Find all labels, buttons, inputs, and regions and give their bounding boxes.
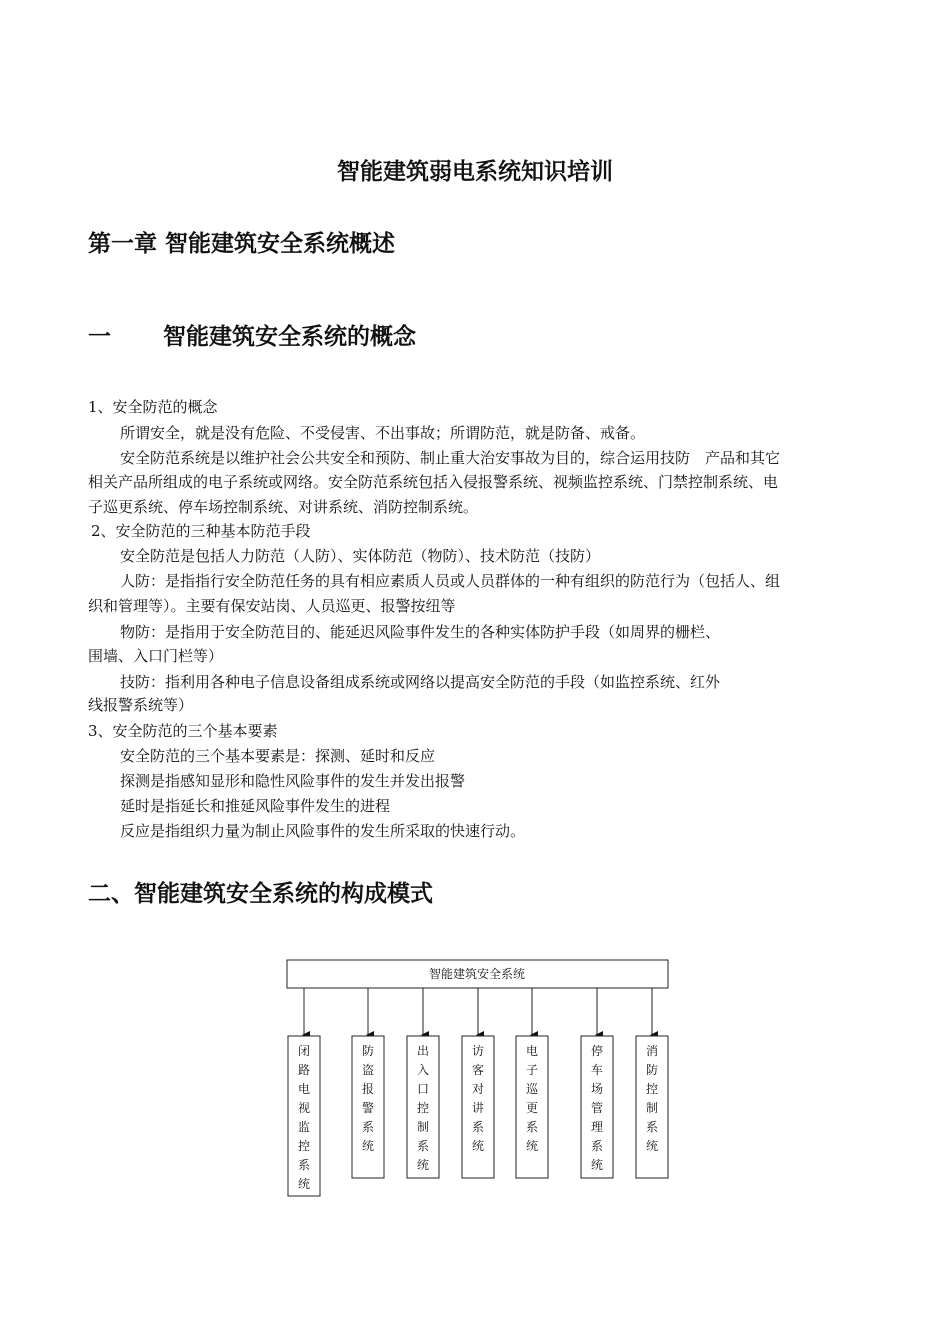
paragraph-line: 围墙、入口门栏等） bbox=[88, 647, 224, 665]
root-label: 智能建筑安全系统 bbox=[428, 967, 526, 981]
system-structure-diagram bbox=[280, 955, 680, 1205]
system-box-label: 停车场管理系统 bbox=[590, 1044, 604, 1172]
section-2-title: 二、智能建筑安全系统的构成模式 bbox=[88, 881, 433, 907]
paragraph-line: 安全防范是包括人力防范（人防）、实体防范（物防）、技术防范（技防） bbox=[120, 547, 601, 565]
subheading-1: 1、安全防范的概念 bbox=[88, 398, 218, 416]
document-title: 智能建筑弱电系统知识培训 bbox=[337, 159, 613, 185]
section-1-title: 智能建筑安全系统的概念 bbox=[163, 324, 416, 350]
system-box-label: 访客对讲系统 bbox=[471, 1044, 485, 1153]
system-box bbox=[288, 1036, 320, 1196]
paragraph-line: 物防：是指用于安全防范目的、能延迟风险事件发生的各种实体防护手段（如周界的栅栏、 bbox=[120, 623, 721, 641]
paragraph-line: 反应是指组织力量为制止风险事件的发生所采取的快速行动。 bbox=[120, 822, 526, 840]
paragraph-line: 线报警系统等） bbox=[88, 696, 194, 714]
system-box-label: 防盗报警系统 bbox=[361, 1044, 375, 1153]
paragraph-line: 所谓安全，就是没有危险、不受侵害、不出事故；所谓防范，就是防备、戒备。 bbox=[120, 424, 646, 442]
section-1-number: 一 bbox=[88, 324, 111, 350]
paragraph-line: 安全防范的三个基本要素是：探测、延时和反应 bbox=[120, 747, 436, 765]
paragraph-line: 子巡更系统、停车场控制系统、对讲系统、消防控制系统。 bbox=[88, 498, 479, 516]
paragraph-line: 织和管理等）。主要有保安站岗、人员巡更、报警按纽等 bbox=[88, 597, 456, 615]
system-box-label: 消防控制系统 bbox=[645, 1044, 659, 1153]
system-box-label: 出入口控制系统 bbox=[416, 1044, 430, 1172]
system-box-label: 闭路电视监控系统 bbox=[297, 1044, 311, 1191]
paragraph-line: 延时是指延长和推延风险事件发生的进程 bbox=[120, 797, 391, 815]
paragraph-line: 安全防范系统是以维护社会公共安全和预防、制止重大治安事故为目的，综合运用技防 产品和其它 bbox=[120, 449, 781, 467]
paragraph-line: 人防：是指指行安全防范任务的具有相应素质人员或人员群体的一种有组织的防范行为（包括人、组 bbox=[120, 572, 781, 590]
subheading-2: 2、安全防范的三种基本防范手段 bbox=[91, 522, 311, 540]
system-box-label: 电子巡更系统 bbox=[525, 1044, 539, 1153]
subheading-3: 3、安全防范的三个基本要素 bbox=[88, 722, 278, 740]
paragraph-line: 相关产品所组成的电子系统或网络。安全防范系统包括入侵报警系统、视频监控系统、门禁控制系统、电 bbox=[88, 473, 779, 491]
paragraph-line: 技防：指利用各种电子信息设备组成系统或网络以提高安全防范的手段（如监控系统、红外 bbox=[120, 673, 721, 691]
paragraph-line: 探测是指感知显形和隐性风险事件的发生并发出报警 bbox=[120, 772, 466, 790]
chapter-heading: 第一章 智能建筑安全系统概述 bbox=[88, 231, 396, 257]
